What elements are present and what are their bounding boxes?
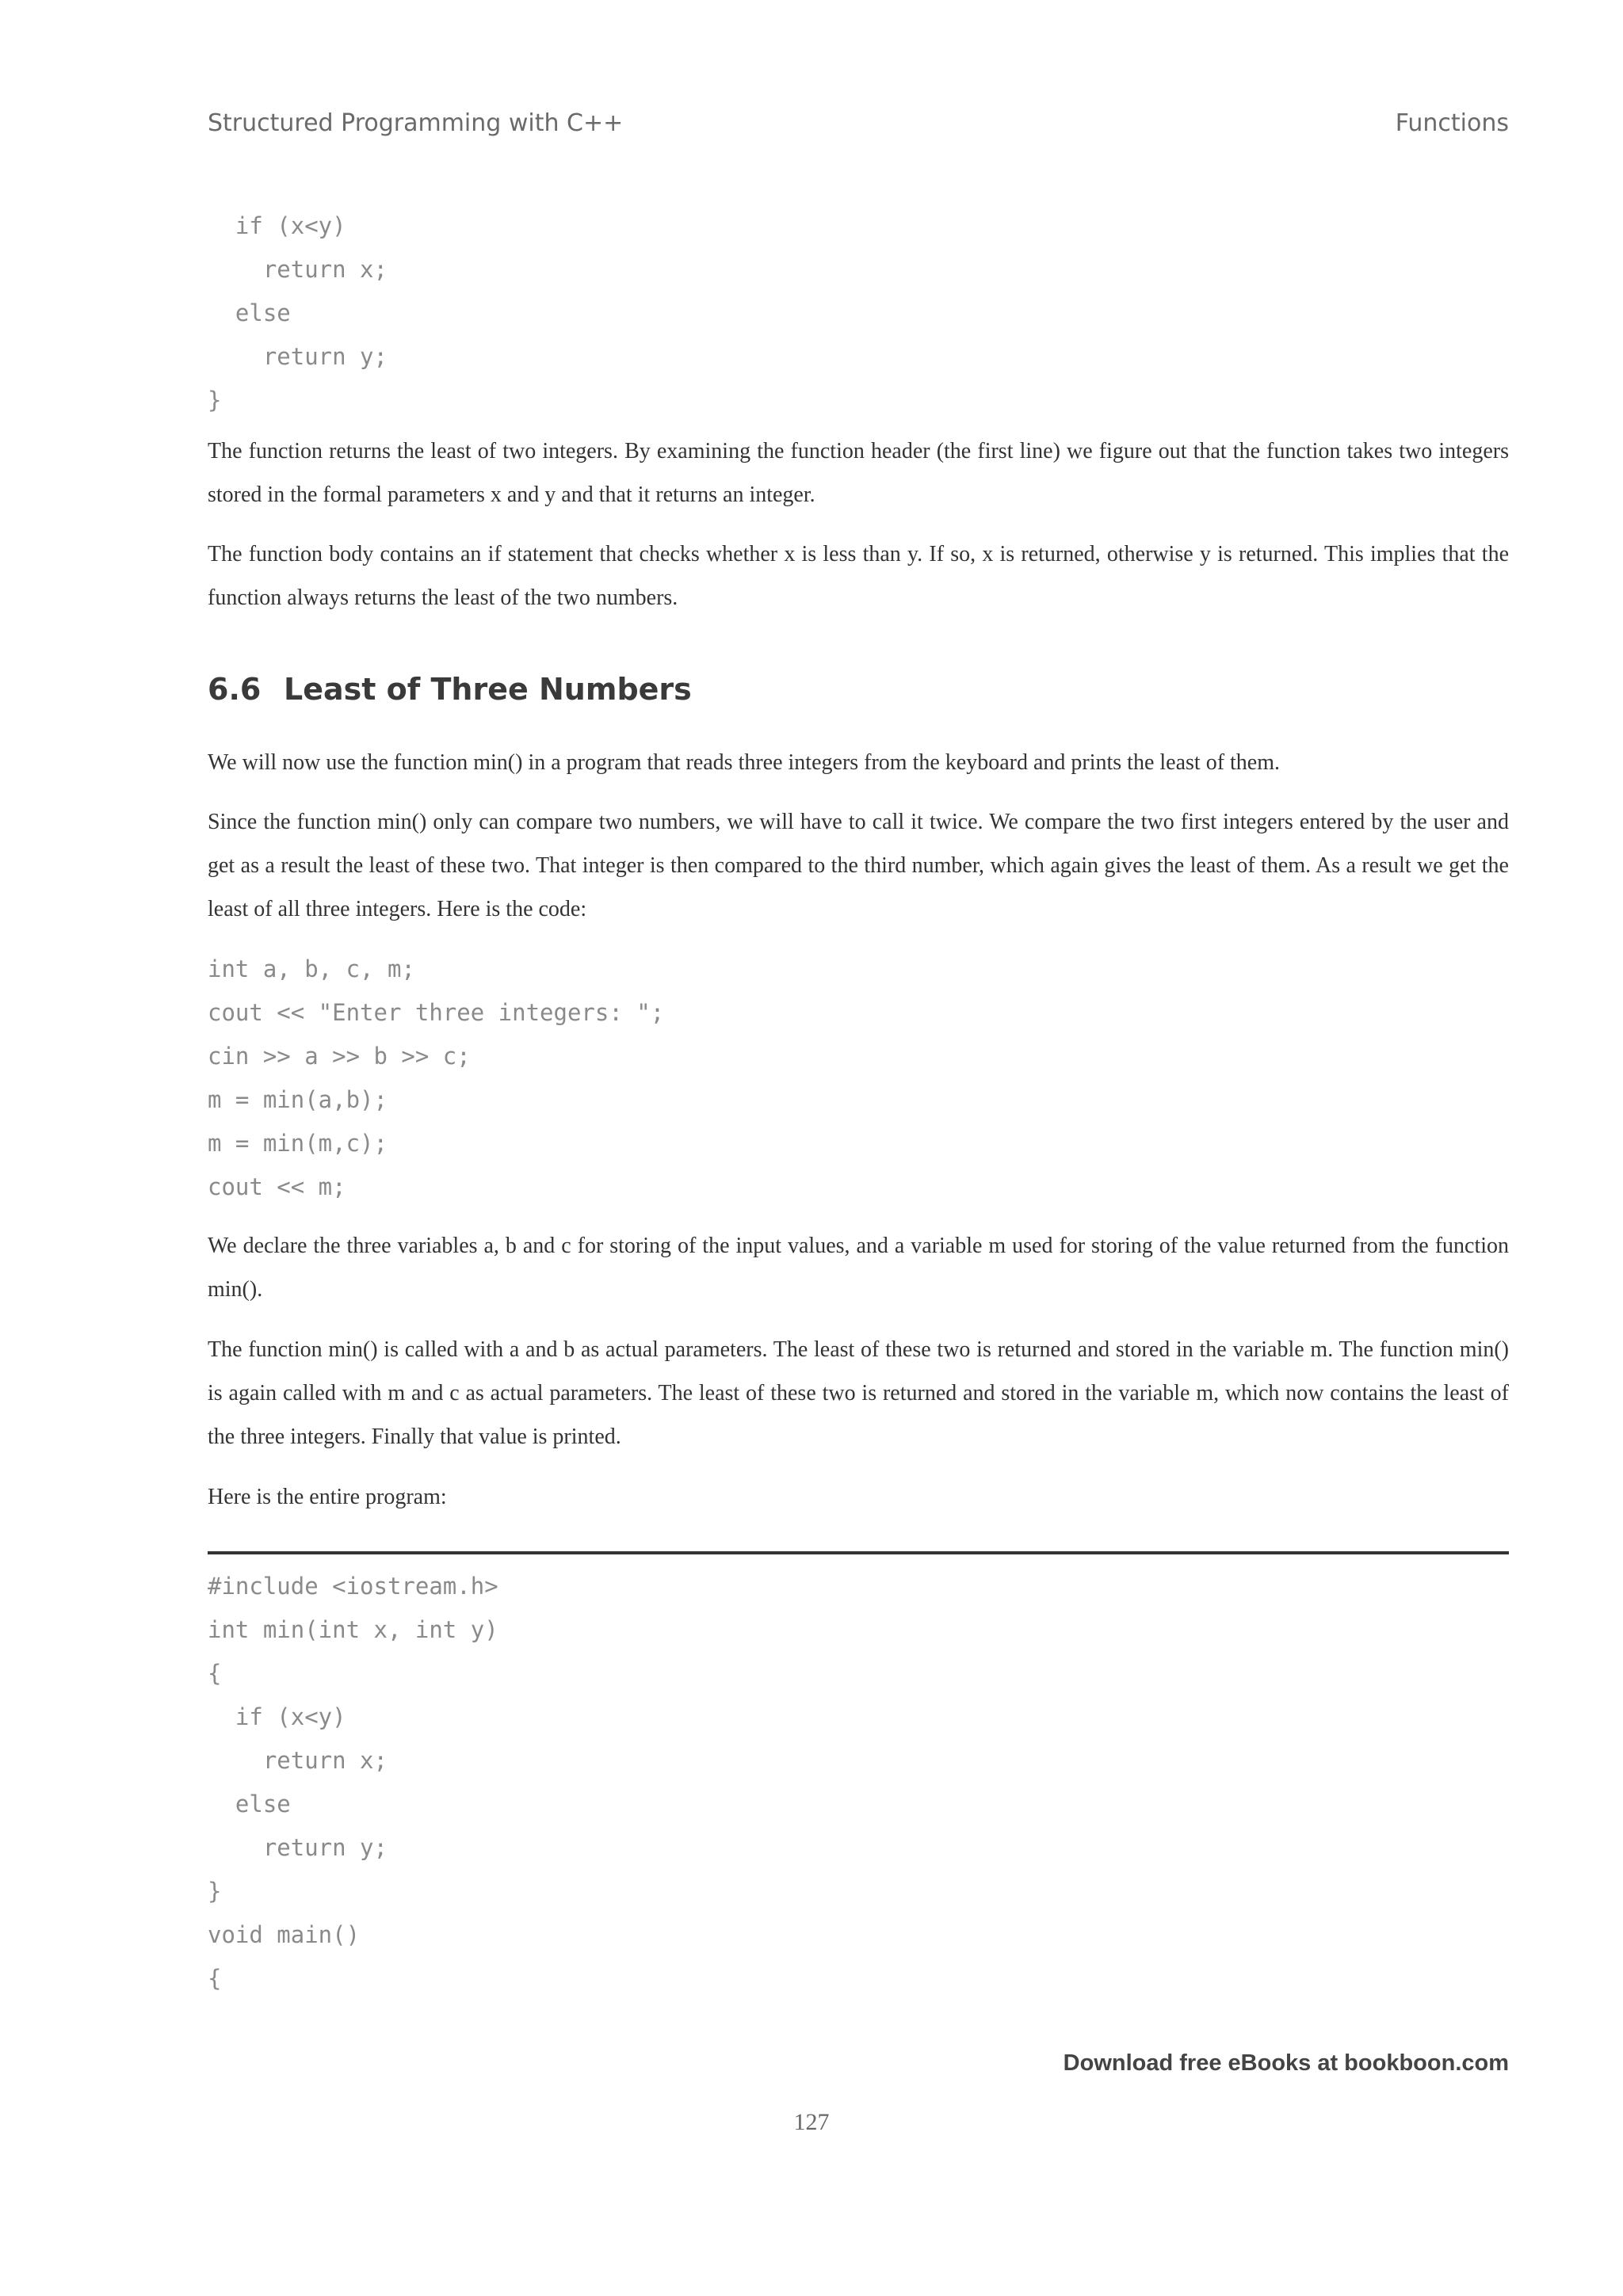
code-line: if (x<y) [208,1703,346,1730]
code-block-top [208,204,388,422]
code-line: void main() [208,1921,361,1948]
code-line: m = min(a,b); [208,1086,388,1113]
code-line: return x; [208,256,388,283]
paragraph: Since the function min() only can compare two numbers, we will have to call it twice. We compare the two first integers entered by the user and get as a result the least of these two. That integer is then compared to the third number, which again gives the least of them. As a result we get the least of all three integers. Here is the code: [208,810,1509,921]
code-line: return y; [208,343,388,370]
paragraph: Here is the entire program: [208,1485,447,1509]
code-line: cout << m; [208,1173,346,1200]
code-line: else [208,1791,291,1817]
page-number: 127 [793,2109,830,2135]
code-line: if (x<y) [208,212,346,239]
code-line: cin >> a >> b >> c; [208,1043,471,1070]
code-line: return y; [208,1834,388,1861]
section-number: 6.6 [208,672,262,707]
paragraph: The function min() is called with a and b as actual parameters. The least of these two is returned and stored in the variable m. The function min() is again called with m and c as actual parameters. The least of these two is returned and stored in the variable m, which now contains the least of the three integers. Finally that value is printed. [208,1337,1509,1449]
code-line: } [208,387,222,414]
code-line: return x; [208,1747,388,1774]
code-line: { [208,1660,222,1687]
paragraph: The function returns the least of two integers. By examining the function header (the first line) we figure out that the function takes two integers stored in the formal parameters x and y and that it returns an integer. [208,439,1509,507]
code-line: m = min(m,c); [208,1130,388,1157]
code-line: #include <iostream.h> [208,1573,498,1600]
code-line: { [208,1965,222,1992]
code-line: int min(int x, int y) [208,1616,498,1643]
code-listing-divider [208,1551,1509,1554]
paragraph: We declare the three variables a, b and c for storing of the input values, and a variable m used for storing of the value returned from the function min(). [208,1234,1509,1302]
paragraph: The function body contains an if statement that checks whether x is less than y. If so, x is returned, otherwise y is returned. This implies that the function always returns the least of the two numbers. [208,542,1509,610]
code-line: } [208,1878,222,1905]
running-header-chapter: Functions [1395,109,1509,137]
section-title: Least of Three Numbers [284,672,692,707]
running-header-book-title: Structured Programming with C++ [208,109,624,137]
code-block-middle [208,948,664,1209]
section-heading [208,672,692,707]
download-link[interactable]: Download free eBooks at bookboon.com [1063,2050,1509,2076]
code-line: else [208,299,291,326]
paragraph: We will now use the function min() in a program that reads three integers from the keyboard and prints the least of them. [208,750,1281,775]
code-line: cout << "Enter three integers: "; [208,999,665,1026]
code-block-program [208,1565,498,2000]
code-line: int a, b, c, m; [208,955,415,982]
